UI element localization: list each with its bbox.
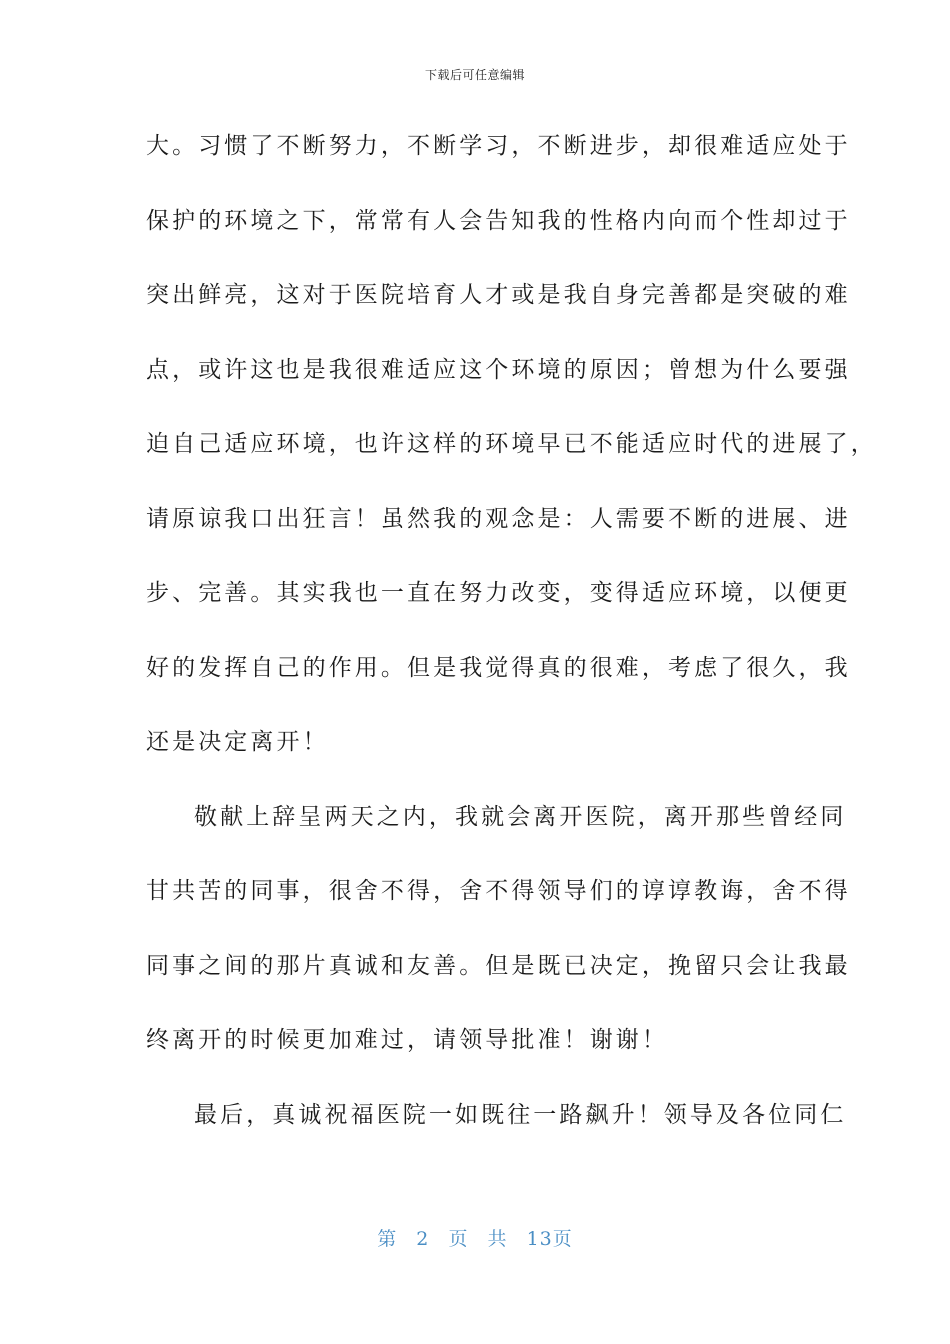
body-line: 大。习惯了不断努力，不断学习，不断进步，却很难适应处于 [146, 133, 851, 159]
body-line: 好的发挥自己的作用。但是我觉得真的很难，考虑了很久，我 [146, 654, 851, 681]
paragraph-start-line: 最后，真诚祝福医院一如既往一路飙升！领导及各位同仁 [194, 1101, 847, 1128]
body-line: 请原谅我口出狂言！虽然我的观念是：人需要不断的进展、进 [146, 505, 851, 532]
paragraph-start-line: 敬献上辞呈两天之内，我就会离开医院，离开那些曾经同 [194, 803, 847, 830]
document-body [146, 120, 877, 1163]
footer-page-total: 13页 [526, 1228, 573, 1250]
body-line: 迫自己适应环境，也许这样的环境早已不能适应时代的进展了， [146, 431, 877, 457]
footer-label-ye: 页 [448, 1228, 469, 1250]
body-line: 保护的环境之下，常常有人会告知我的性格内向而个性却过于 [146, 207, 851, 234]
header-note: 下载后可任意编辑 [424, 68, 525, 82]
body-line: 终离开的时候更加难过，请领导批准！谢谢！ [146, 1027, 668, 1053]
body-line: 甘共苦的同事，很舍不得，舍不得领导们的谆谆教诲，舍不得 [146, 878, 851, 904]
body-line: 突出鲜亮，这对于医院培育人才或是我自身完善都是突破的难 [146, 282, 851, 308]
body-line: 步、完善。其实我也一直在努力改变，变得适应环境，以便更 [146, 580, 851, 606]
body-line: 还是决定离开！ [146, 729, 329, 755]
footer-page-current: 2 [416, 1228, 430, 1250]
body-line: 同事之间的那片真诚和友善。但是既已决定，挽留只会让我最 [146, 952, 851, 979]
page-footer [0, 1224, 950, 1251]
body-line: 点，或许这也是我很难适应这个环境的原因；曾想为什么要强 [146, 356, 851, 383]
footer-label-di: 第 [377, 1228, 398, 1250]
footer-label-gong: 共 [487, 1228, 508, 1250]
